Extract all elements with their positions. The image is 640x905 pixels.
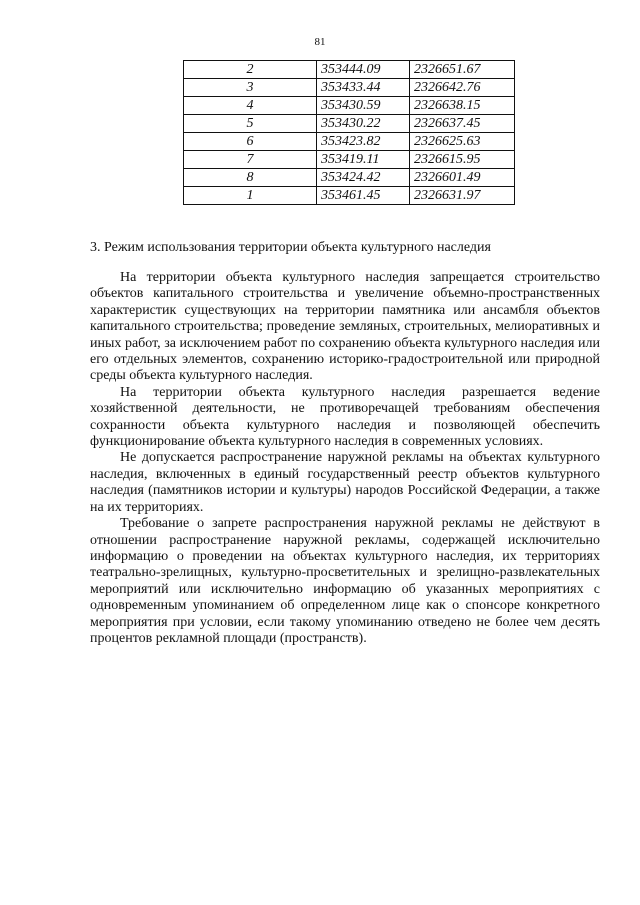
- page-number: 81: [314, 36, 326, 48]
- paragraph-prohibitions: На территории объекта культурного наследия запрещается строительство объектов капитального строительства и увеличение объемно-пространственных характеристик существующих на территории памятника или ансамбля объектов капитального строительства; проведение земляных, строительных, мелиоративных и иных работ, за исключением работ по сохранению объекта культурного наследия или его отдельных элементов, сохранению историко-градостроительной или природной среды объекта культурного наследия.: [90, 270, 600, 384]
- y-coordinate-cell: 2326651.67: [410, 61, 515, 79]
- point-number-cell: 6: [184, 133, 317, 151]
- x-coordinate-cell: 353424.42: [317, 169, 410, 187]
- point-number-cell: 5: [184, 115, 317, 133]
- x-coordinate-cell: 353430.22: [317, 115, 410, 133]
- y-coordinate-cell: 2326637.45: [410, 115, 515, 133]
- paragraph-advertising-ban: Не допускается распространение наружной рекламы на объектах культурного наследия, включенных в единый государственный реестр объектов культурного наследия (памятников истории и культуры) народов Российской Федерации, а также на их территориях.: [90, 450, 600, 515]
- table-row: [184, 151, 515, 169]
- x-coordinate-cell: 353423.82: [317, 133, 410, 151]
- paragraph-permitted-activity: На территории объекта культурного наследия разрешается ведение хозяйственной деятельности, не противоречащей требованиям обеспечения сохранности объекта культурного наследия и позволяющей обеспечить функционирование объекта культурного наследия в современных условиях.: [90, 384, 600, 450]
- point-number-cell: 2: [184, 61, 317, 79]
- table-row: [184, 133, 515, 151]
- y-coordinate-cell: 2326625.63: [410, 133, 515, 151]
- x-coordinate-cell: 353430.59: [317, 97, 410, 115]
- coordinates-table-body: [184, 61, 515, 205]
- point-number-cell: 8: [184, 169, 317, 187]
- point-number-cell: 7: [184, 151, 317, 169]
- point-number-cell: 1: [184, 187, 317, 205]
- table-row: [184, 187, 515, 205]
- y-coordinate-cell: 2326631.97: [410, 187, 515, 205]
- section-body: [90, 270, 600, 647]
- table-row: [184, 61, 515, 79]
- section-heading: 3. Режим использования территории объекта культурного наследия: [90, 240, 491, 255]
- y-coordinate-cell: 2326638.15: [410, 97, 515, 115]
- x-coordinate-cell: 353461.45: [317, 187, 410, 205]
- table-row: [184, 169, 515, 187]
- y-coordinate-cell: 2326601.49: [410, 169, 515, 187]
- table-row: [184, 97, 515, 115]
- coordinates-table: [183, 60, 515, 205]
- y-coordinate-cell: 2326642.76: [410, 79, 515, 97]
- y-coordinate-cell: 2326615.95: [410, 151, 515, 169]
- x-coordinate-cell: 353444.09: [317, 61, 410, 79]
- x-coordinate-cell: 353419.11: [317, 151, 410, 169]
- point-number-cell: 3: [184, 79, 317, 97]
- paragraph-advertising-exceptions: Требование о запрете распространения наружной рекламы не действуют в отношении распространение наружной рекламы, содержащей исключительно информацию о проведении на объектах культурного наследия, их территориях театрально-зрелищных, культурно-просветительных и зрелищно-развлекательных мероприятий или исключительно информацию об указанных мероприятиях с одновременным упоминанием об определенном лице как о спонсоре конкретного мероприятия при условии, если такому упоминанию отведено не более чем десять процентов рекламной площади (пространств).: [90, 516, 600, 646]
- x-coordinate-cell: 353433.44: [317, 79, 410, 97]
- table-row: [184, 115, 515, 133]
- table-row: [184, 79, 515, 97]
- point-number-cell: 4: [184, 97, 317, 115]
